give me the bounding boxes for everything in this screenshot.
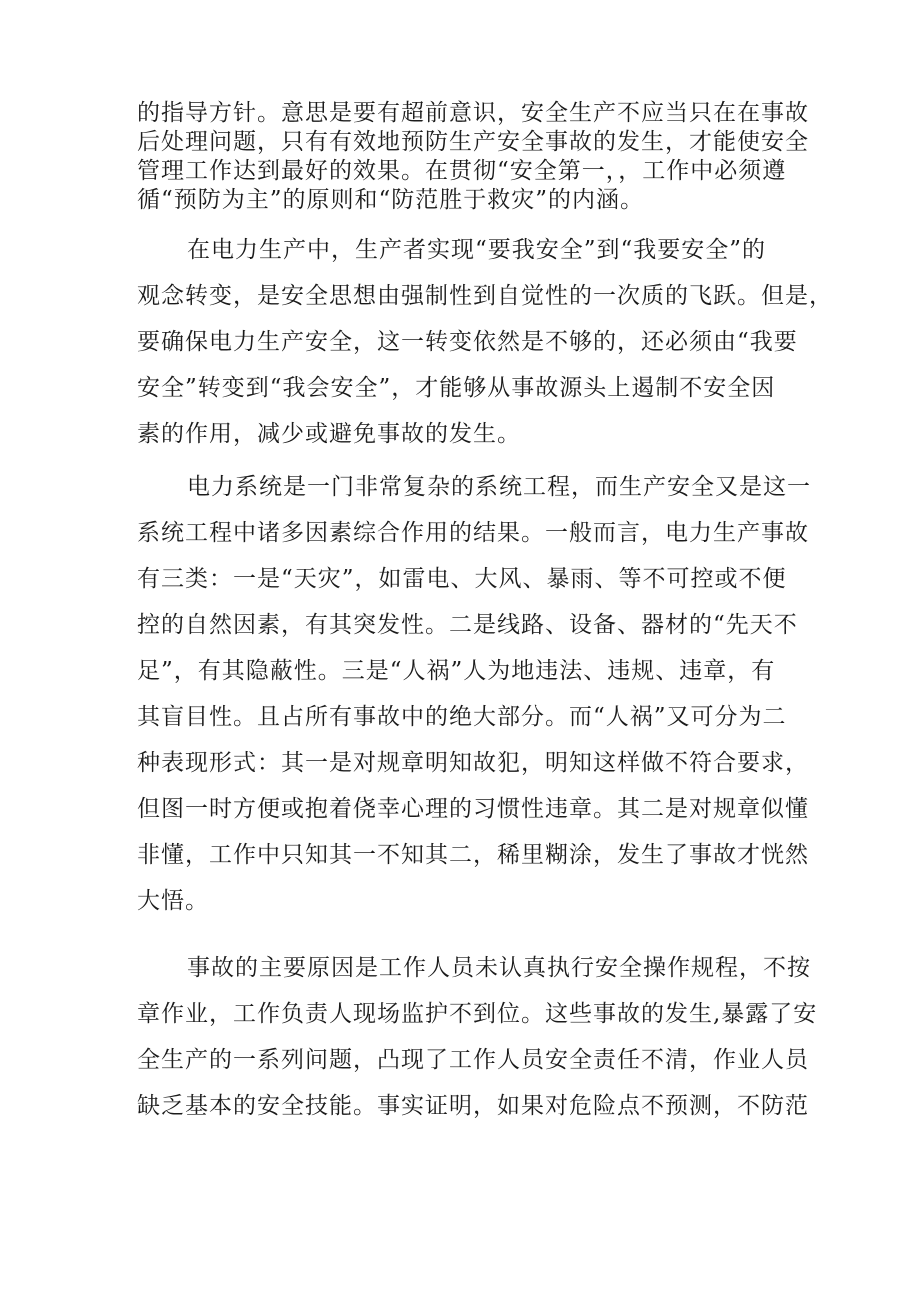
paragraph-line: 安全”转变到“我会安全”，才能够从事故源头上遏制不安全因 (137, 375, 776, 401)
paragraph-line: 其盲目性。且占所有事故中的绝大部分。而“人祸”又可分为二 (137, 704, 787, 730)
paragraph-line: 大悟。 (137, 888, 209, 914)
paragraph-line: 章作业，工作负责人现场监护不到位。这些事故的发生,暴露了安 (137, 1001, 818, 1027)
paragraph-line: 素的作用，减少或避免事故的发生。 (137, 421, 521, 447)
paragraph-line: 的指导方针。意思是要有超前意识，安全生产不应当只在在事故 (137, 100, 809, 126)
paragraph-line: 在电力生产中，生产者实现“要我安全”到“我要安全”的 (187, 237, 767, 263)
paragraph-line: 要确保电力生产安全，这一转变依然是不够的，还必须由“我要 (137, 329, 798, 355)
paragraph-line: 电力系统是一门非常复杂的系统工程，而生产安全又是这一 (187, 474, 811, 500)
paragraph-line: 管理工作达到最好的效果。在贯彻“安全第一，，工作中必须遵 (137, 158, 787, 184)
paragraph-line: 系统工程中诸多因素综合作用的结果。一般而言，电力生产事故 (137, 520, 809, 546)
paragraph-line: 足”，有其隐蔽性。三是“人祸”人为地违法、违规、违章，有 (137, 658, 776, 684)
paragraph-line: 有三类：一是“天灾”，如雷电、大风、暴雨、等不可控或不便 (137, 566, 787, 592)
paragraph-line: 观念转变，是安全思想由强制性到自觉性的一次质的飞跃。但是， (137, 283, 833, 309)
paragraph-line: 后处理问题，只有有效地预防生产安全事故的发生，才能使安全 (137, 129, 809, 155)
paragraph-line: 循“预防为主”的原则和“防范胜于救灾”的内涵。 (137, 187, 645, 213)
paragraph-line: 种表现形式：其一是对规章明知故犯，明知这样做不符合要求， (137, 750, 809, 776)
paragraph-line: 全生产的一系列问题，凸现了工作人员安全责任不清，作业人员 (137, 1047, 809, 1073)
paragraph-line: 但图一时方便或抱着侥幸心理的习惯性违章。其二是对规章似懂 (137, 796, 809, 822)
paragraph-line: 缺乏基本的安全技能。事实证明，如果对危险点不预测，不防范 (137, 1093, 809, 1119)
paragraph-line: 控的自然因素，有其突发性。二是线路、设备、器材的“先天不 (137, 612, 798, 638)
paragraph-line: 非懂，工作中只知其一不知其二，稀里糊涂，发生了事故才恍然 (137, 842, 809, 868)
paragraph-line: 事故的主要原因是工作人员未认真执行安全操作规程，不按 (187, 955, 811, 981)
